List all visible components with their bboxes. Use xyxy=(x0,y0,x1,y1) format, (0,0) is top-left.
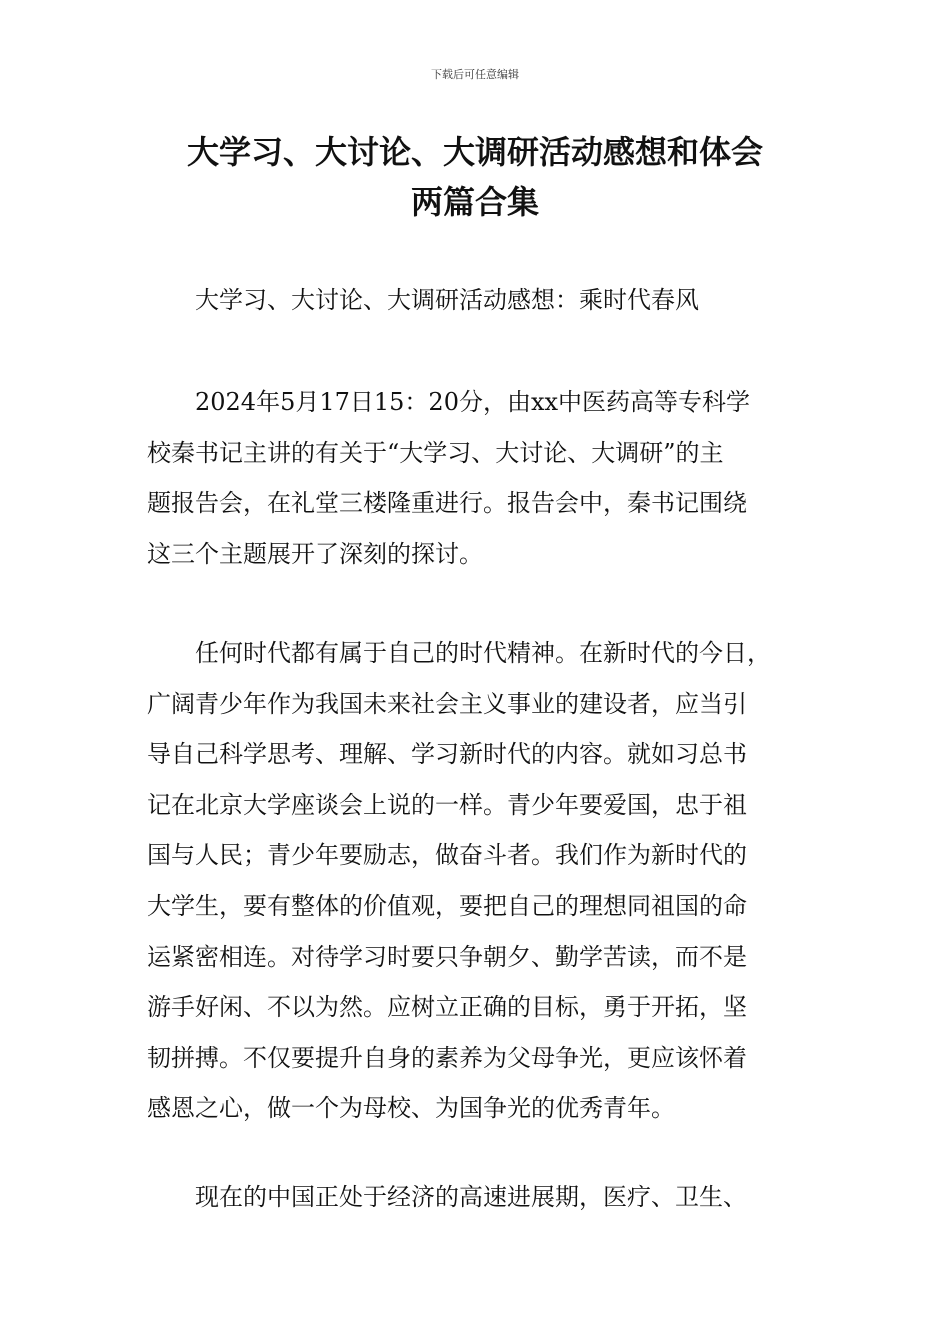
paragraph-line: 国与人民；青少年要励志，做奋斗者。我们作为新时代的 xyxy=(147,841,747,870)
paragraph-line: 韧拼搏。不仅要提升自身的素养为父母争光，更应该怀着 xyxy=(147,1043,747,1072)
paragraph-line: 运紧密相连。对待学习时要只争朝夕、勤学苦读，而不是 xyxy=(147,942,747,971)
paragraph-3 xyxy=(147,1172,807,1223)
document-title xyxy=(100,127,850,227)
paragraph-line: 现在的中国正处于经济的高速进展期，医疗、卫生、 xyxy=(195,1183,747,1211)
section-subtitle: 大学习、大讨论、大调研活动感想：乘时代春风 xyxy=(195,286,699,314)
paragraph-line: 记在北京大学座谈会上说的一样。青少年要爱国，忠于祖 xyxy=(147,790,747,819)
paragraph-line: 广阔青少年作为我国未来社会主义事业的建设者，应当引 xyxy=(147,689,747,718)
paragraph-line: 任何时代都有属于自己的时代精神。在新时代的今日， xyxy=(195,639,771,667)
paragraph-line: 这三个主题展开了深刻的探讨。 xyxy=(147,539,483,568)
paragraph-1 xyxy=(147,377,807,579)
paragraph-line: 导自己科学思考、理解、学习新时代的内容。就如习总书 xyxy=(147,740,747,769)
paragraph-2 xyxy=(147,628,807,1134)
paragraph-line: 感恩之心，做一个为母校、为国争光的优秀青年。 xyxy=(147,1094,675,1123)
paragraph-line: 2024年5月17日15：20分，由xx中医药高等专科学 xyxy=(195,388,751,416)
document-title-line-2: 两篇合集 xyxy=(410,183,539,221)
page-header-note: 下载后可任意编辑 xyxy=(431,68,519,81)
paragraph-line: 大学生，要有整体的价值观，要把自己的理想同祖国的命 xyxy=(147,891,747,920)
document-title-line-1: 大学习、大讨论、大调研活动感想和体会 xyxy=(186,133,763,171)
paragraph-line: 校秦书记主讲的有关于“大学习、大讨论、大调研”的主 xyxy=(147,438,724,467)
paragraph-line: 题报告会，在礼堂三楼隆重进行。报告会中，秦书记围绕 xyxy=(147,489,747,518)
paragraph-line: 游手好闲、不以为然。应树立正确的目标，勇于开拓，坚 xyxy=(147,993,747,1022)
